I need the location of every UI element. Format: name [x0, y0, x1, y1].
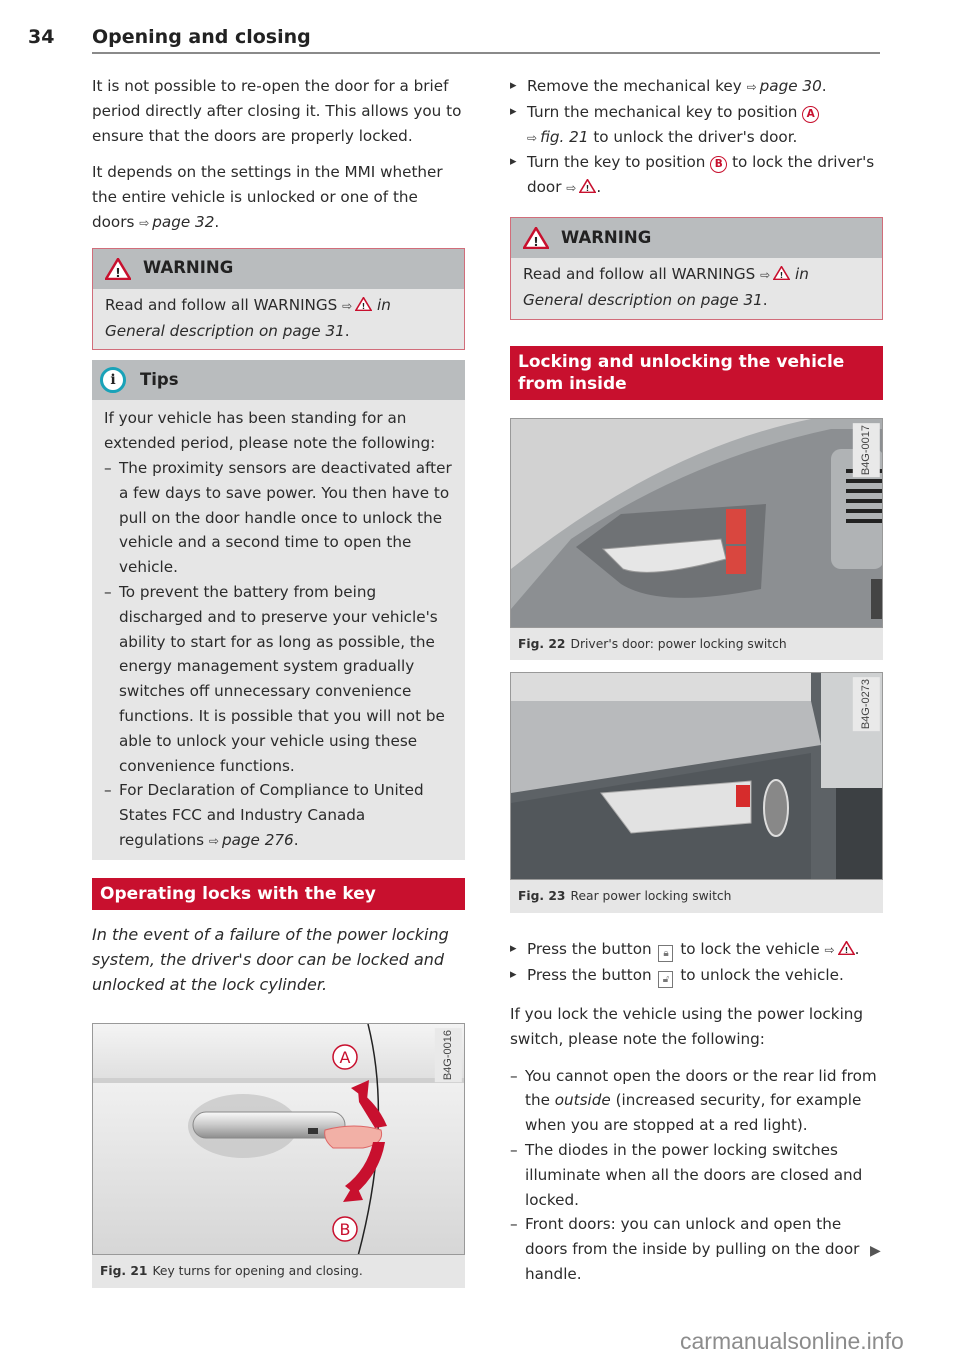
- note-intro: If you lock the vehicle using the power locking switch, please note the following:: [510, 1004, 864, 1048]
- figure-22: [510, 418, 883, 661]
- key-turn-illustration: [92, 1023, 465, 1255]
- warning-ref-link[interactable]: in General description on page 31: [523, 264, 809, 309]
- left-column: [92, 74, 465, 1288]
- note-item: – You cannot open the doors or the rear lid from the outside (increased security, for example when you are stopped at a red light).: [510, 1064, 883, 1138]
- page-ref-link[interactable]: page 30: [759, 77, 822, 95]
- figure-code: B4G-0017: [853, 423, 880, 477]
- warning-triangle-icon: [523, 227, 549, 249]
- figure-21: [92, 1023, 465, 1288]
- watermark: carmanualsonline.info: [680, 1328, 904, 1354]
- warning-triangle-icon[interactable]: [579, 179, 596, 193]
- door-handle-key-image: [93, 1024, 465, 1255]
- warning-box: [510, 217, 883, 320]
- header-rule: [92, 52, 880, 54]
- arrow-icon: ⇨: [527, 130, 538, 145]
- warning-ref-link[interactable]: in General description on page 31: [105, 295, 391, 340]
- step-item: ▸ Remove the mechanical key ⇨ page 30.: [510, 74, 883, 100]
- info-icon: i: [100, 367, 126, 393]
- lock-button-icon[interactable]: 🔒︎: [658, 945, 673, 962]
- position-b-badge: B: [710, 156, 727, 173]
- warning-body: Read and follow all WARNINGS ⇨ ! in General description on page 31.: [105, 295, 391, 340]
- section-heading: Locking and unlocking the vehicle from inside: [510, 346, 883, 400]
- arrow-icon: ⇨: [139, 215, 150, 230]
- figure-code: B4G-0016: [435, 1028, 462, 1082]
- tips-box: [92, 360, 465, 859]
- tips-intro: If your vehicle has been standing for an extended period, please note the following:: [104, 409, 436, 453]
- svg-text:!: !: [115, 265, 121, 280]
- tips-list: [104, 456, 453, 854]
- svg-text:!: !: [779, 271, 784, 280]
- unlock-action: ▸ Press the button 🔓︎ to unlock the vehicle.: [510, 963, 883, 988]
- unlock-button-icon[interactable]: 🔓︎: [658, 971, 673, 988]
- paragraph-mmi: It depends on the settings in the MMI whether the entire vehicle is unlocked or one of the doors ⇨ page 32.: [92, 163, 443, 231]
- chapter-title: Opening and closing: [92, 26, 311, 48]
- page-ref-link[interactable]: page 32: [152, 212, 215, 231]
- position-a-badge: A: [802, 106, 819, 123]
- rear-door-switch-image: [510, 672, 883, 880]
- lock-action: ▸ Press the button 🔒︎ to lock the vehicle ⇨ ! .: [510, 937, 883, 963]
- step-item: ▸ Turn the key to position B to lock the driver's door ⇨ ! .: [510, 150, 883, 201]
- tips-item: – For Declaration of Compliance to United States FCC and Industry Canada regulations ⇨ page 276.: [104, 778, 453, 853]
- warning-title: WARNING: [561, 227, 652, 247]
- continue-arrow-icon: ▶: [870, 1243, 881, 1259]
- arrow-icon: ⇨: [208, 833, 219, 848]
- figure-caption: Fig. 21 Key turns for opening and closing.: [100, 1263, 363, 1278]
- arrow-icon: ⇨: [760, 267, 771, 282]
- figure-ref-link[interactable]: fig. 21: [540, 127, 589, 146]
- svg-text:!: !: [361, 301, 366, 311]
- arrow-icon: ⇨: [566, 181, 577, 196]
- svg-text:!: !: [844, 946, 848, 956]
- figure-caption: Fig. 22 Driver's door: power locking switch: [518, 636, 787, 651]
- tips-item: – To prevent the battery from being discharged and to preserve your vehicle's ability to start for as long as possible, the energy management system gradually switches off unnecessary convenience functions. It is possible that you will not be able to unlock your vehicle using these convenience functions.: [104, 580, 453, 778]
- driver-door-switch-image: [510, 418, 883, 628]
- warning-header: [93, 249, 464, 289]
- position-b-label: B: [339, 1219, 351, 1239]
- section-heading: Operating locks with the key: [92, 878, 465, 910]
- warning-title: WARNING: [143, 258, 234, 278]
- tips-title: Tips: [140, 369, 179, 389]
- tips-body: [92, 400, 465, 859]
- figure-caption: Fig. 23 Rear power locking switch: [518, 889, 732, 904]
- warning-triangle-icon: [773, 266, 790, 280]
- warning-triangle-icon[interactable]: [838, 941, 855, 955]
- right-column: [510, 74, 883, 1287]
- switch-actions-list: [510, 937, 883, 988]
- page-ref-link[interactable]: page 276: [221, 830, 294, 849]
- tips-item: – The proximity sensors are deactivated after a few days to save power. You then have to pull on the door handle once to unlock the vehicle and a second time to open the vehicle.: [104, 456, 453, 580]
- tips-header: [92, 360, 465, 400]
- note-item: – Front doors: you can unlock and open the doors from the inside by pulling on the door handle.: [510, 1212, 883, 1286]
- paragraph-reopen: It is not possible to re-open the door for a brief period directly after closing it. This allows you to ensure that the doors are properly locked.: [92, 77, 462, 145]
- arrow-icon: ⇨: [746, 80, 757, 94]
- warning-triangle-icon: [105, 258, 131, 280]
- position-a-label: A: [339, 1047, 351, 1067]
- svg-text:!: !: [533, 234, 539, 249]
- section-intro: In the event of a failure of the power locking system, the driver's door can be locked and unlocked at the lock cylinder.: [92, 924, 449, 994]
- arrow-icon: ⇨: [824, 943, 835, 958]
- step-item: ▸ Turn the mechanical key to position A ⇨ fig. 21 to unlock the driver's door.: [510, 100, 883, 151]
- note-item: – The diodes in the power locking switches illuminate when all the doors are closed and locked.: [510, 1138, 883, 1212]
- warning-body: Read and follow all WARNINGS ⇨ ! in General description on page 31.: [523, 264, 809, 309]
- svg-text:!: !: [586, 184, 590, 194]
- note-list: [510, 1064, 883, 1287]
- figure-23: [510, 672, 883, 913]
- page-number: 34: [28, 26, 55, 48]
- warning-box: [92, 248, 465, 351]
- figure-code: B4G-0273: [853, 677, 880, 731]
- arrow-icon: ⇨: [342, 298, 353, 313]
- warning-header: [511, 218, 882, 258]
- warning-triangle-icon: [355, 297, 372, 311]
- key-steps-list: [510, 74, 883, 201]
